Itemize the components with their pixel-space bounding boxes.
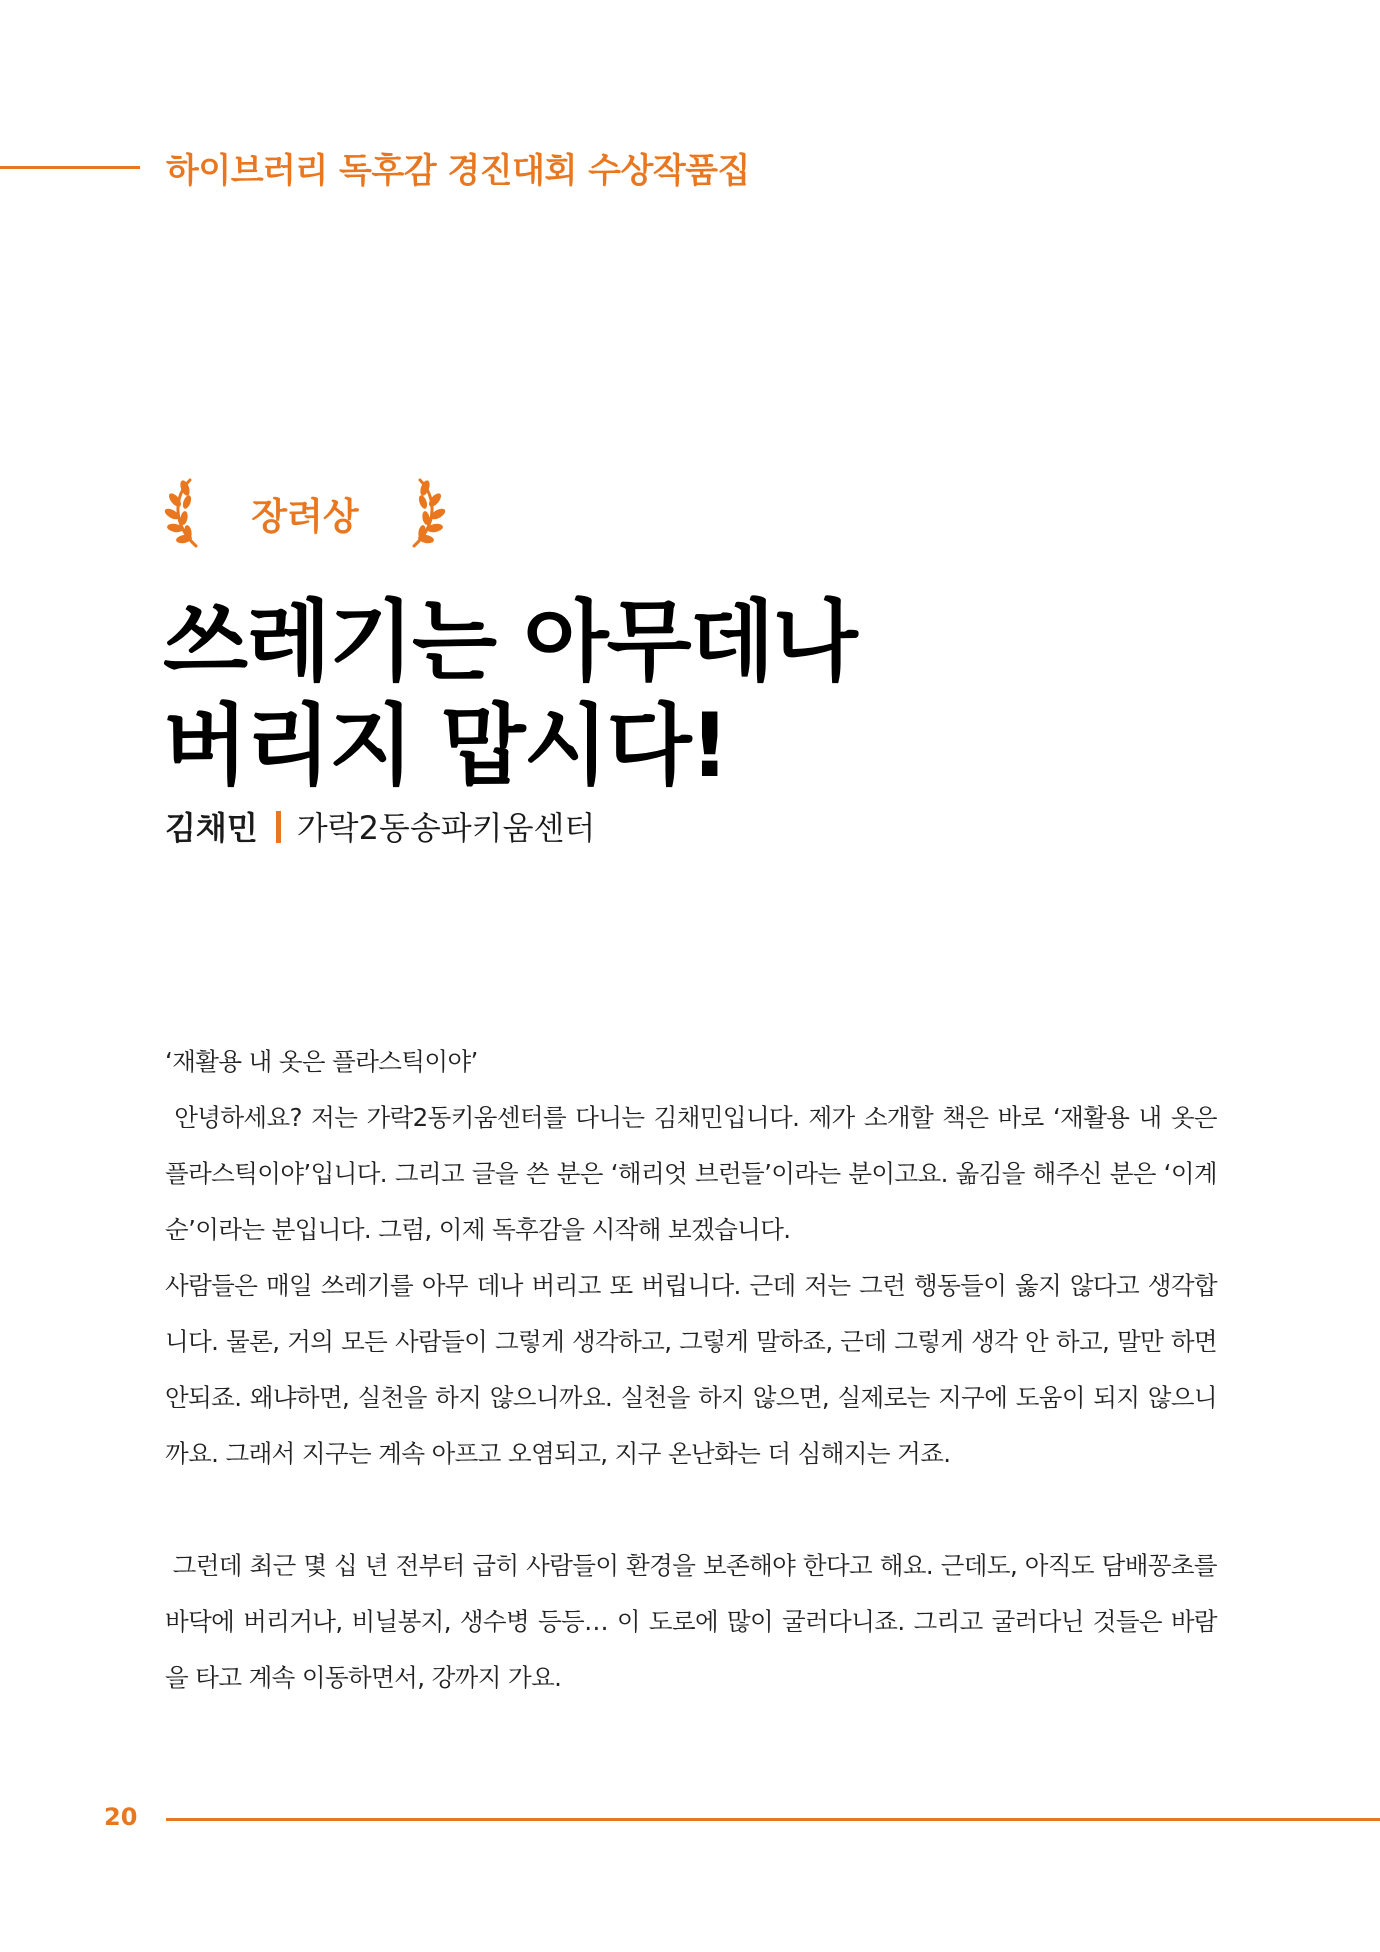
publication-title: 하이브러리 독후감 경진대회 수상작품집	[166, 151, 750, 191]
award-badge	[160, 474, 450, 554]
author-affiliation: 가락2동송파키움센터	[296, 809, 596, 847]
article-body	[165, 1034, 1225, 1706]
author-byline	[165, 803, 595, 849]
body-paragraph: 사람들은 매일 쓰레기를 아무 데나 버리고 또 버립니다. 근데 저는 그런 행동들이 옳지 않다고 생각합니다. 물론, 거의 모든 사람들이 그렇게 생각하고, 그렇게 말하죠, 근데 그렇게 생각 안 하고, 말만 하면 안되죠. 왜냐하면, 실천을 하지 않으니까요. 실천을 하지 않으면, 실제로는 지구에 도움이 되지 않으니까요. 그래서 지구는 계속 아프고 오염되고, 지구 온난화는 더 심해지는 거죠.	[165, 1271, 1217, 1468]
footer-rule	[166, 1818, 1380, 1821]
header-rule	[0, 166, 140, 169]
page-number: 20	[104, 1803, 138, 1831]
paragraph-gap	[165, 1482, 1217, 1538]
article-title-line-2: 버리지 맙시다!	[163, 694, 728, 797]
body-paragraph: 안녕하세요? 저는 가락2동키움센터를 다니는 김채민입니다. 제가 소개할 책은 바로 ‘재활용 내 옷은 플라스틱이야’입니다. 그리고 글을 쓴 분은 ‘해리엇 브런들’이라는 분이고요. 옮김을 해주신 분은 ‘이계순’이라는 분입니다. 그럼, 이제 독후감을 시작해 보겠습니다.	[165, 1103, 1225, 1244]
laurel-wreath-icon	[160, 474, 210, 554]
laurel-wreath-icon	[400, 474, 450, 554]
article-title-line-1: 쓰레기는 아무데나	[163, 590, 856, 693]
article-title	[163, 590, 1163, 798]
book-title-line: ‘재활용 내 옷은 플라스틱이야’	[165, 1047, 478, 1076]
byline-divider	[276, 811, 281, 843]
body-paragraph: 그런데 최근 몇 십 년 전부터 급히 사람들이 환경을 보존해야 한다고 해요. 근데도, 아직도 담배꽁초를 바닥에 버리거나, 비닐봉지, 생수병 등등… 이 도로에 많이 굴러다니죠. 그리고 굴러다닌 것들은 바람을 타고 계속 이동하면서, 강까지 가요.	[165, 1551, 1225, 1692]
award-label: 장려상	[251, 495, 359, 538]
author-name: 김채민	[165, 809, 258, 847]
